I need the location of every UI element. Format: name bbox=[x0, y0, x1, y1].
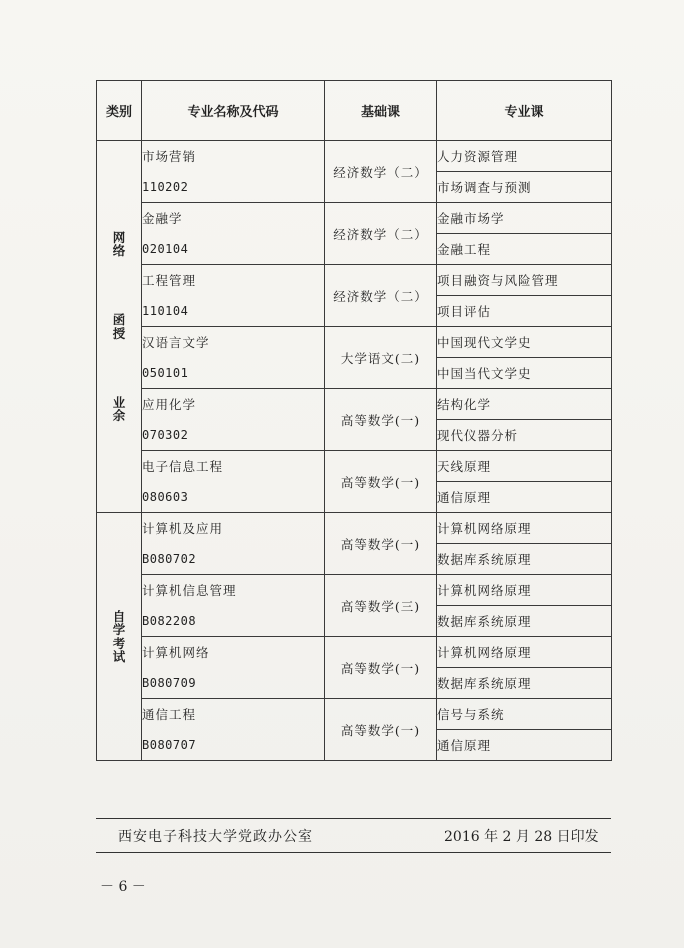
category-cell bbox=[97, 513, 142, 761]
base-course-cell: 经济数学（二） bbox=[325, 265, 437, 327]
major-cell bbox=[142, 327, 325, 389]
base-course-cell: 大学语文(二) bbox=[325, 327, 437, 389]
course-table bbox=[96, 80, 612, 761]
table-row bbox=[97, 513, 612, 544]
specialty-course-cell: 项目评估 bbox=[437, 296, 612, 327]
table-row bbox=[97, 389, 612, 420]
category-cell bbox=[97, 141, 142, 513]
header-specialty: 专业课 bbox=[437, 81, 612, 141]
major-cell bbox=[142, 513, 325, 575]
header-base: 基础课 bbox=[325, 81, 437, 141]
footer-bottom-rule bbox=[96, 852, 611, 853]
footer-date: 2016 年 2 月 28 日印发 bbox=[444, 829, 599, 845]
major-name: 计算机及应用 bbox=[142, 520, 224, 536]
specialty-course-cell: 数据库系统原理 bbox=[437, 544, 612, 575]
table-row bbox=[97, 327, 612, 358]
base-course-cell: 高等数学(一) bbox=[325, 389, 437, 451]
specialty-course-cell: 市场调查与预测 bbox=[437, 172, 612, 203]
table-row bbox=[97, 203, 612, 234]
specialty-course-cell: 中国现代文学史 bbox=[437, 327, 612, 358]
specialty-course-cell: 计算机网络原理 bbox=[437, 637, 612, 668]
base-course-cell: 高等数学(一) bbox=[325, 451, 437, 513]
major-code: 110104 bbox=[142, 303, 189, 318]
major-cell bbox=[142, 451, 325, 513]
specialty-course-cell: 人力资源管理 bbox=[437, 141, 612, 172]
major-cell bbox=[142, 265, 325, 327]
major-code: 080603 bbox=[142, 489, 189, 504]
footer-top-rule bbox=[96, 818, 611, 819]
specialty-course-cell: 计算机网络原理 bbox=[437, 513, 612, 544]
specialty-course-cell: 中国当代文学史 bbox=[437, 358, 612, 389]
major-name: 计算机网络 bbox=[142, 644, 210, 660]
page-number: － 6 － bbox=[100, 879, 146, 895]
specialty-course-cell: 计算机网络原理 bbox=[437, 575, 612, 606]
category-label: 业 余 bbox=[112, 394, 126, 423]
base-course-cell: 高等数学(一) bbox=[325, 637, 437, 699]
category-label: 网 络 bbox=[112, 230, 126, 259]
major-cell bbox=[142, 389, 325, 451]
specialty-course-cell: 信号与系统 bbox=[437, 699, 612, 730]
major-cell bbox=[142, 203, 325, 265]
table-row bbox=[97, 637, 612, 668]
major-name: 计算机信息管理 bbox=[142, 582, 237, 598]
major-name: 市场营销 bbox=[142, 148, 197, 164]
table-row bbox=[97, 575, 612, 606]
table-row bbox=[97, 699, 612, 730]
major-name: 汉语言文学 bbox=[142, 334, 210, 350]
major-code: 050101 bbox=[142, 365, 189, 380]
category-label: 函 授 bbox=[112, 312, 126, 341]
base-course-cell: 高等数学(一) bbox=[325, 513, 437, 575]
major-name: 电子信息工程 bbox=[142, 458, 224, 474]
specialty-course-cell: 通信原理 bbox=[437, 482, 612, 513]
header-category: 类别 bbox=[97, 81, 142, 141]
table-row bbox=[97, 265, 612, 296]
major-name: 应用化学 bbox=[142, 396, 197, 412]
specialty-course-cell: 现代仪器分析 bbox=[437, 420, 612, 451]
base-course-cell: 经济数学（二） bbox=[325, 141, 437, 203]
specialty-course-cell: 数据库系统原理 bbox=[437, 606, 612, 637]
major-name: 工程管理 bbox=[142, 272, 197, 288]
major-code: 070302 bbox=[142, 427, 189, 442]
specialty-course-cell: 金融市场学 bbox=[437, 203, 612, 234]
major-code: B082208 bbox=[142, 613, 197, 628]
major-code: B080702 bbox=[142, 551, 197, 566]
category-label: 自 学 考 试 bbox=[112, 609, 126, 664]
major-code: 020104 bbox=[142, 241, 189, 256]
major-name: 金融学 bbox=[142, 210, 183, 226]
table-row bbox=[97, 141, 612, 172]
specialty-course-cell: 项目融资与风险管理 bbox=[437, 265, 612, 296]
major-cell bbox=[142, 575, 325, 637]
header-major: 专业名称及代码 bbox=[142, 81, 325, 141]
major-code: B080709 bbox=[142, 675, 197, 690]
specialty-course-cell: 通信原理 bbox=[437, 730, 612, 761]
table-row bbox=[97, 451, 612, 482]
major-name: 通信工程 bbox=[142, 706, 197, 722]
base-course-cell: 高等数学(三) bbox=[325, 575, 437, 637]
specialty-course-cell: 数据库系统原理 bbox=[437, 668, 612, 699]
footer-office: 西安电子科技大学党政办公室 bbox=[118, 829, 313, 845]
major-code: B080707 bbox=[142, 737, 197, 752]
base-course-cell: 经济数学（二） bbox=[325, 203, 437, 265]
specialty-course-cell: 金融工程 bbox=[437, 234, 612, 265]
major-cell bbox=[142, 637, 325, 699]
major-cell bbox=[142, 141, 325, 203]
major-code: 110202 bbox=[142, 179, 189, 194]
specialty-course-cell: 结构化学 bbox=[437, 389, 612, 420]
base-course-cell: 高等数学(一) bbox=[325, 699, 437, 761]
major-cell bbox=[142, 699, 325, 761]
table-header-row bbox=[97, 81, 612, 141]
specialty-course-cell: 天线原理 bbox=[437, 451, 612, 482]
